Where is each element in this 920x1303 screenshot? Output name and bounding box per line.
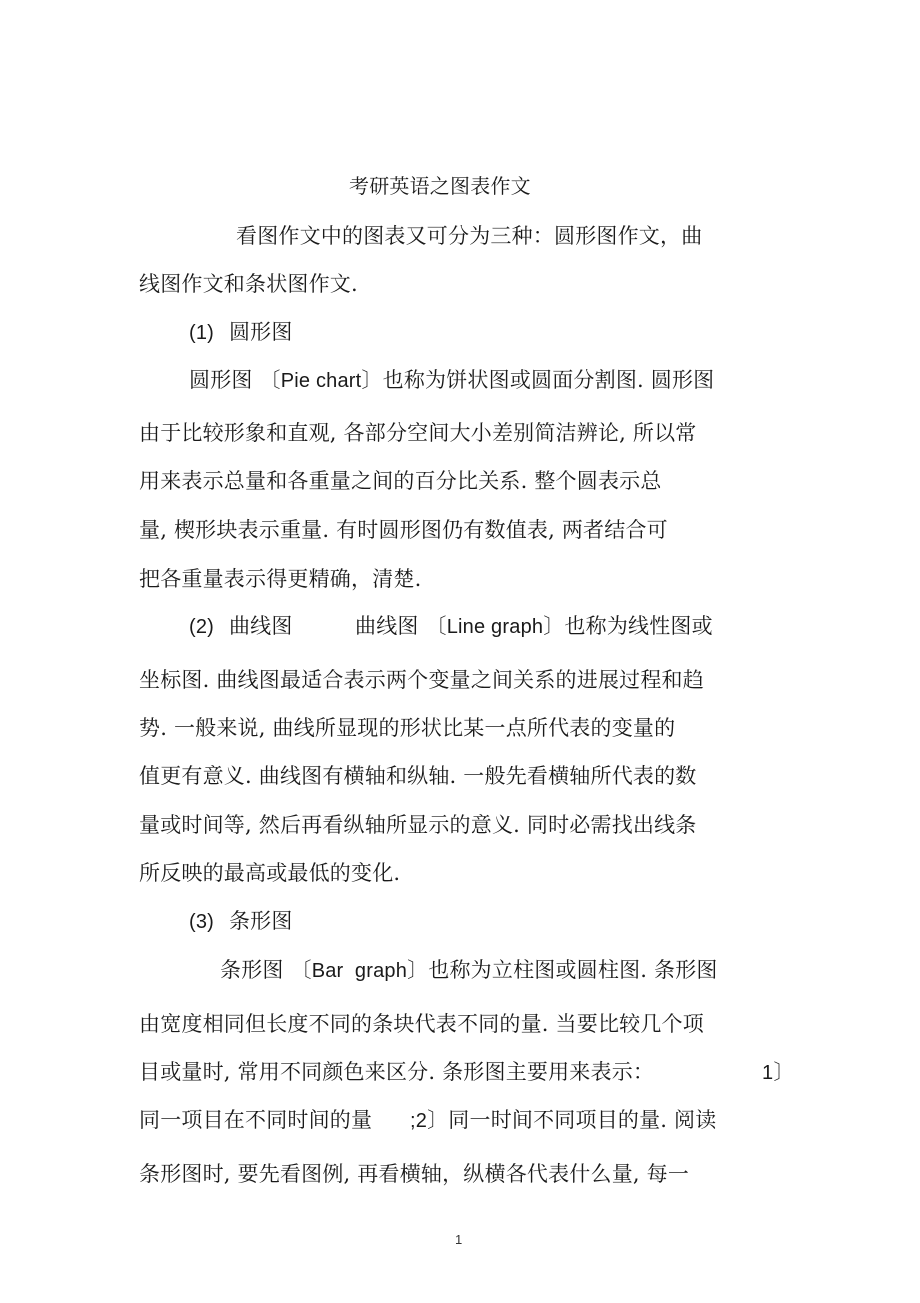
section-3-line-1-end: 〕也称为立柱图或圆柱图. 条形图 (407, 958, 718, 982)
intro-line-1: 看图作文中的图表又可分为三种：圆形图作文，曲 (236, 224, 703, 248)
section-1-heading (189, 318, 293, 347)
section-3-line-4-tail: 〕同一时间不同项目的量. 阅读 (427, 1108, 717, 1132)
section-1-para-line-2: 由于比较形象和直观, 各部分空间大小差别简洁辨论, 所以常 (139, 421, 697, 445)
section-3-para-line-1 (220, 956, 718, 985)
section-3-para-line-4-start: 同一项目在不同时间的量 (139, 1108, 373, 1132)
section-3-para-line-2: 由宽度相同但长度不同的条块代表不同的量. 当要比较几个项 (139, 1012, 704, 1036)
section-1-para-line-5: 把各重量表示得更精确，清楚. (139, 567, 422, 591)
section-3-number: (3) (189, 911, 215, 933)
section-2-para-line-2: 坐标图. 曲线图最适合表示两个变量之间关系的进展过程和趋 (139, 668, 704, 692)
page-number: 1 (455, 1232, 463, 1247)
section-3-line-1-start: 条形图 〔 (220, 958, 312, 982)
list-marker-2: ;2 (410, 1110, 428, 1132)
section-3-para-line-5: 条形图时, 要先看图例, 再看横轴，纵横各代表什么量, 每一 (139, 1162, 690, 1186)
section-1-title: 圆形图 (228, 320, 293, 344)
section-2-line-1-start: 曲线图 〔 (355, 614, 447, 638)
section-3-title: 条形图 (228, 909, 293, 933)
section-1-line-1-end: 〕也称为饼状图或圆面分割图. 圆形图 (361, 368, 715, 392)
pie-chart-term: Pie chart (280, 370, 362, 392)
section-2-line-1-end: 〕也称为线性图或 (543, 614, 713, 638)
section-2-para-line-4: 值更有意义. 曲线图有横轴和纵轴. 一般先看横轴所代表的数 (139, 764, 697, 788)
section-2-title: 曲线图 (228, 614, 293, 638)
bar-graph-term: Bar graph (311, 960, 408, 982)
section-2-para-line-3: 势. 一般来说, 曲线所显现的形状比某一点所代表的变量的 (139, 716, 676, 740)
document-title: 考研英语之图表作文 (349, 174, 531, 198)
list-marker-1-number: 1 (762, 1062, 774, 1084)
section-2-para-line-1 (355, 612, 713, 641)
section-2-heading (189, 612, 293, 641)
section-1-para-line-1 (189, 366, 714, 395)
line-graph-term: Line graph (446, 616, 544, 638)
list-marker-1-bracket: 〕 (773, 1060, 795, 1084)
section-1-line-1-start: 圆形图 〔 (189, 368, 281, 392)
section-2-para-line-6: 所反映的最高或最低的变化. (139, 861, 401, 885)
section-1-number: (1) (189, 322, 215, 344)
section-3-para-line-4-end (410, 1106, 716, 1135)
list-marker-1 (762, 1058, 795, 1087)
section-1-para-line-4: 量, 楔形块表示重量. 有时圆形图仍有数值表, 两者结合可 (139, 518, 668, 542)
section-2-para-line-5: 量或时间等, 然后再看纵轴所显示的意义. 同时必需找出线条 (139, 813, 697, 837)
section-3-heading (189, 907, 293, 936)
section-3-para-line-3: 目或量时, 常用不同颜色来区分. 条形图主要用来表示： (139, 1060, 655, 1084)
section-2-number: (2) (189, 616, 215, 638)
intro-line-2: 线图作文和条状图作文. (139, 272, 358, 296)
section-1-para-line-3: 用来表示总量和各重量之间的百分比关系. 整个圆表示总 (139, 469, 662, 493)
